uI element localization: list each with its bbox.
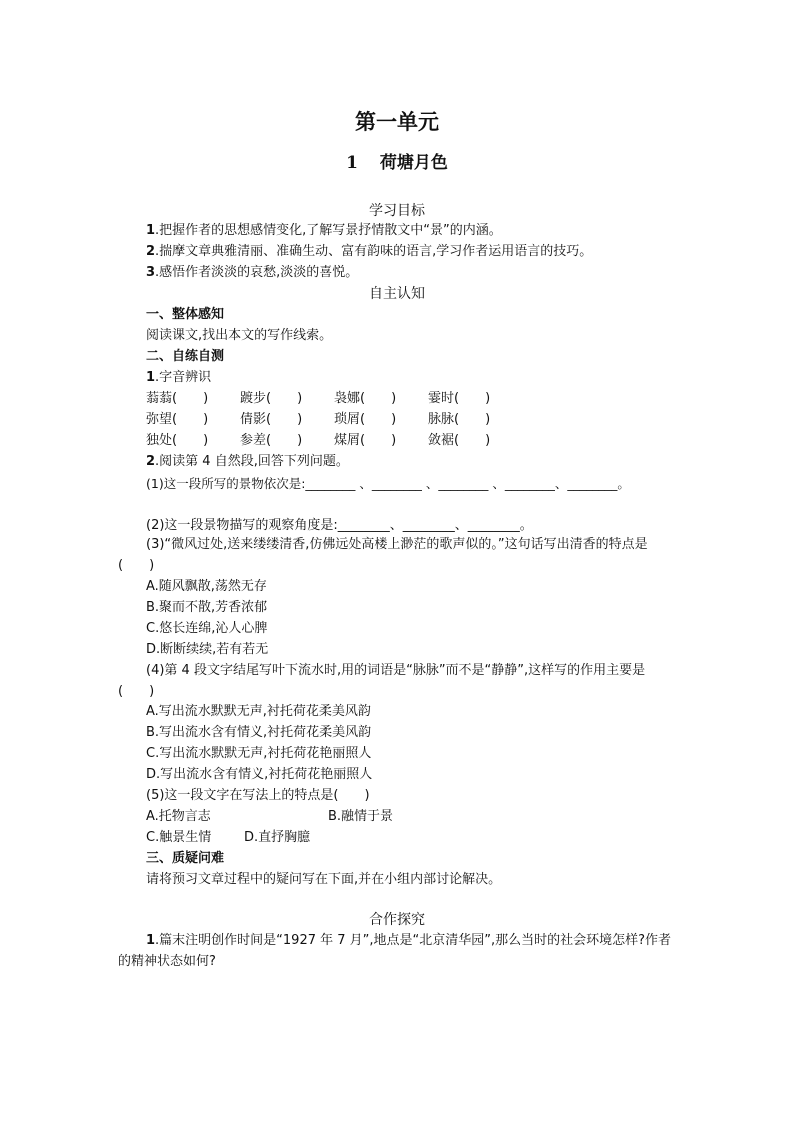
part3-text: 请将预习文章过程中的疑问写在下面,并在小组内部讨论解决。 [146,872,502,887]
coop-heading: 合作探究 [369,912,425,928]
part3-title: 三、质疑问难 [146,851,225,866]
question-2-label: 2.阅读第 4 自然段,回答下列问题。 [146,454,349,469]
pinyin-cell: 蓊蓊( ) [146,391,209,406]
option: A.托物言志 [146,809,211,824]
goals-heading: 学习目标 [369,203,425,219]
pinyin-cell: 弥望( ) [146,412,209,427]
coop-question-1: 1.篇末注明创作时间是“1927 年 7 月”,地点是“北京清华园”,那么当时的社会环境怎样?作者的精神状态如何? [118,933,672,969]
question-2-1: (1)这一段所写的景物依次是:________ 、________ 、________ 、________、________。 [146,476,630,491]
goal-item: 3.感悟作者淡淡的哀愁,淡淡的喜悦。 [146,265,359,280]
part2-title: 二、自练自测 [146,349,225,364]
pinyin-cell: 踱步( ) [240,391,303,406]
pinyin-cell: 霎时( ) [428,391,491,406]
pinyin-cell: 参差( ) [240,433,303,448]
self-heading: 自主认知 [369,286,425,302]
question-2-4: (4)第 4 段文字结尾写叶下流水时,用的词语是“脉脉”而不是“静静”,这样写的作用主要是( ) [118,663,646,699]
option: B.融情于景 [328,809,394,824]
option: A.随风飘散,荡然无存 [146,579,267,594]
pinyin-cell: 琐屑( ) [334,412,397,427]
pinyin-cell: 袅娜( ) [334,391,397,406]
lesson-name: 荷塘月色 [379,153,448,173]
question-1-label: 1.字音辨识 [146,370,212,385]
goal-item: 2.揣摩文章典雅清丽、准确生动、富有韵味的语言,学习作者运用语言的技巧。 [146,244,593,259]
option: D.写出流水含有情义,衬托荷花艳丽照人 [146,767,373,782]
option: D.直抒胸臆 [244,830,311,845]
unit-title: 第一单元 [355,109,439,134]
pinyin-cell: 脉脉( ) [428,412,491,427]
pinyin-cell: 煤屑( ) [334,433,397,448]
question-2-3: (3)“微风过处,送来缕缕清香,仿佛远处高楼上渺茫的歌声似的。”这句话写出清香的特点是( ) [118,537,648,573]
part1-text: 阅读课文,找出本文的写作线索。 [146,328,333,343]
part1-title: 一、整体感知 [146,307,225,322]
question-2-2: (2)这一段景物描写的观察角度是:________、________、________。 [146,518,533,533]
option: C.写出流水默默无声,衬托荷花艳丽照人 [146,746,372,761]
option: D.断断续续,若有若无 [146,642,269,657]
lesson-number: 1 [346,153,358,173]
option: C.触景生情 [146,830,212,845]
pinyin-cell: 倩影( ) [240,412,303,427]
option: A.写出流水默默无声,衬托荷花柔美风韵 [146,704,371,719]
option: C.悠长连绵,沁人心脾 [146,621,268,636]
option: B.写出流水含有情义,衬托荷花柔美风韵 [146,725,372,740]
lesson-title [0,148,794,173]
pinyin-cell: 敛裾( ) [428,433,491,448]
goal-item: 1.把握作者的思想感情变化,了解写景抒情散文中“景”的内涵。 [146,223,502,238]
option: B.聚而不散,芳香浓郁 [146,600,268,615]
question-2-5: (5)这一段文字在写法上的特点是( ) [146,788,370,803]
pinyin-cell: 独处( ) [146,433,209,448]
